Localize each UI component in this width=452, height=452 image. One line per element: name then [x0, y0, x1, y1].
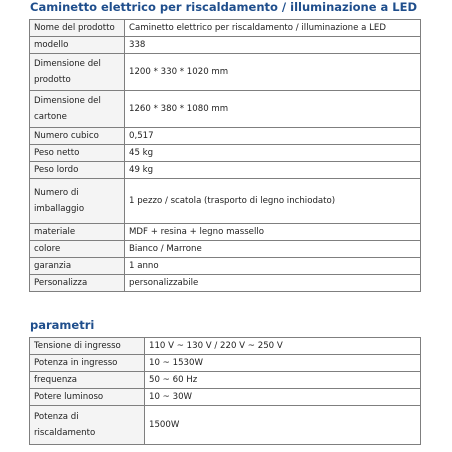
table-row — [30, 224, 421, 241]
row-value: 1 pezzo / scatola (trasporto di legno inchiodato) — [125, 179, 421, 224]
row-label: Personalizza — [30, 275, 125, 292]
row-value: personalizzabile — [125, 275, 421, 292]
table-row — [30, 372, 421, 389]
row-value: 10 ~ 30W — [145, 389, 421, 406]
row-label: Potenza di riscaldamento — [30, 406, 145, 445]
row-label: Numero di imballaggio — [30, 179, 125, 224]
table-row — [30, 179, 421, 224]
row-label: Dimensione del prodotto — [30, 54, 125, 91]
row-value: MDF + resina + legno massello — [125, 224, 421, 241]
row-value: 10 ~ 1530W — [145, 355, 421, 372]
table-row — [30, 54, 421, 91]
row-label: Nome del prodotto — [30, 20, 125, 37]
row-label: Potenza in ingresso — [30, 355, 145, 372]
table-row — [30, 37, 421, 54]
row-label: Tensione di ingresso — [30, 338, 145, 355]
row-value: 50 ~ 60 Hz — [145, 372, 421, 389]
row-value: Caminetto elettrico per riscaldamento / illuminazione a LED — [125, 20, 421, 37]
params-spec-table — [29, 337, 421, 445]
table-row — [30, 241, 421, 258]
product-section-title: Caminetto elettrico per riscaldamento / illuminazione a LED — [30, 0, 418, 14]
row-value: 0,517 — [125, 128, 421, 145]
row-value: 1260 * 380 * 1080 mm — [125, 91, 421, 128]
product-spec-table — [29, 19, 421, 292]
row-value: Bianco / Marrone — [125, 241, 421, 258]
row-label: Peso netto — [30, 145, 125, 162]
row-value: 1200 * 330 * 1020 mm — [125, 54, 421, 91]
table-row — [30, 355, 421, 372]
table-row — [30, 128, 421, 145]
params-section-title: parametri — [30, 318, 95, 332]
table-row — [30, 258, 421, 275]
row-value: 1 anno — [125, 258, 421, 275]
table-row — [30, 91, 421, 128]
row-value: 45 kg — [125, 145, 421, 162]
table-row — [30, 389, 421, 406]
table-row — [30, 338, 421, 355]
row-value: 49 kg — [125, 162, 421, 179]
table-row — [30, 145, 421, 162]
row-label: materiale — [30, 224, 125, 241]
row-label: Potere luminoso — [30, 389, 145, 406]
row-label: frequenza — [30, 372, 145, 389]
row-label: Dimensione del cartone — [30, 91, 125, 128]
row-label: modello — [30, 37, 125, 54]
table-row — [30, 406, 421, 445]
row-value: 1500W — [145, 406, 421, 445]
row-value: 338 — [125, 37, 421, 54]
row-label: garanzia — [30, 258, 125, 275]
table-row — [30, 162, 421, 179]
row-value: 110 V ~ 130 V / 220 V ~ 250 V — [145, 338, 421, 355]
row-label: colore — [30, 241, 125, 258]
table-row — [30, 275, 421, 292]
row-label: Numero cubico — [30, 128, 125, 145]
row-label: Peso lordo — [30, 162, 125, 179]
table-row — [30, 20, 421, 37]
